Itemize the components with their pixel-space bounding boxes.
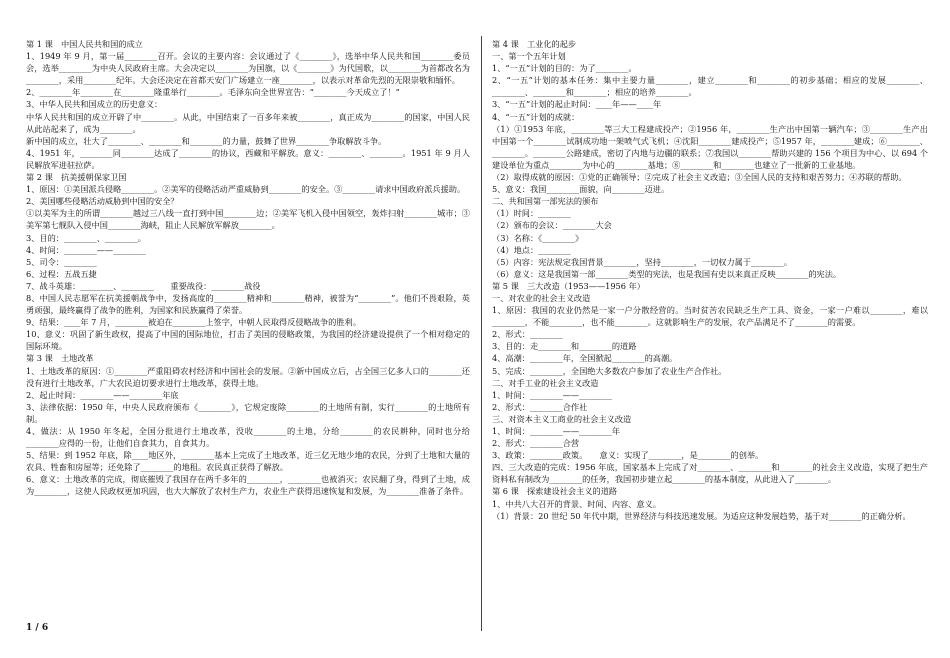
text-paragraph: （2）取得成就的原因：①党的正确领导；②完成了社会主义改造；③全国人民的支持和艰苦努力；④苏联的帮助。 xyxy=(492,172,907,183)
text-paragraph: 5、意义：我国________面貌，向________迈进。 xyxy=(492,184,670,195)
text-paragraph: 4、高潮：________年，全国掀起________的高潮。 xyxy=(492,353,678,364)
lesson-heading: 第 2 课 抗美援朝保家卫国 xyxy=(26,172,127,183)
text-paragraph: 3、政策：________政策。 意义：实现了________，是________的创举。 xyxy=(492,450,764,461)
text-paragraph: 三、对资本主义工商业的社会主义改造 xyxy=(492,413,632,424)
text-paragraph: 1、“一五”计划的目的：为了________。 xyxy=(492,63,637,74)
lesson-heading: 第 4 课 工业化的起步 xyxy=(492,39,577,49)
text-paragraph: 1、原因：①美国派兵侵略________。②美军的侵略活动严重威胁到________的安全。③________请求中国政府派兵援助。 xyxy=(26,184,466,195)
text-paragraph: 5、司令：________ xyxy=(26,256,97,267)
left-column xyxy=(26,38,470,498)
text-paragraph: 2、美国哪些侵略活动威胁到中国的安全？ xyxy=(26,196,179,207)
text-paragraph: （2）颁布的会议：________大会 xyxy=(492,220,612,231)
text-paragraph: 中华人民共和国的成立开辟了中________。从此，中国结束了一百多年来被________，真正成为________的国家，中国人民从此站起来了，成为________。 xyxy=(26,111,470,134)
text-paragraph: 2、形式：________合营 xyxy=(492,438,580,449)
text-paragraph: 4、做法：从 1950 年冬起，全国分批进行土地改革，没收________的土地，分给________的农民耕种，同时也分给________应得的一份，让他们自食其力，自食其力。 xyxy=(26,426,470,449)
text-paragraph: 2、形式：________合作社 xyxy=(492,401,588,412)
text-paragraph: 2、________年________在________隆重举行________。毛泽东向全世界宣告：“________今天成立了！” xyxy=(26,87,400,98)
text-paragraph: 2、形式：________ xyxy=(492,329,563,340)
text-paragraph: （6）意义：这是我国第一部________类型的宪法，也是我国有史以来真正反映________的宪法。 xyxy=(492,268,842,279)
text-paragraph: （5）内容：宪法规定我国背景________，坚持________，一切权力属于________。 xyxy=(492,256,792,267)
text-paragraph: 3、目的：走________和________的道路 xyxy=(492,341,637,352)
text-paragraph: 新中国的成立，壮大了________、________和________的力量，鼓舞了世界________争取解放斗争。 xyxy=(26,135,387,146)
text-paragraph: 4、1951 年，________同________达成了________的协议，西藏和平解放。意义：________、________。1951 年 9 月人民解放军进驻拉萨。 xyxy=(26,147,470,170)
text-paragraph: 二、对手工业的社会主义改造 xyxy=(492,377,599,388)
text-paragraph: 7、战斗英雄：________、________ 重要战役：________战役 xyxy=(26,280,261,291)
text-paragraph: 4、时间：________——________ xyxy=(26,244,146,255)
text-paragraph: 6、意义：土地改革的完成，彻底摧毁了我国存在两千多年的________，________也被消灭；农民翻了身，得到了土地，成为________，这使人民政权更加巩固，也大大解放了农村生产力，农业生产获得迅速恢复和发展，为________准备了条件。 xyxy=(26,474,470,497)
text-paragraph: 1、中共八大召开的背景、时间、内容、意义。 xyxy=(492,498,661,509)
text-paragraph: 3、目的：________、________。 xyxy=(26,232,146,243)
text-paragraph: 四、三大改造的完成：1956 年底，国家基本上完成了对________、________和________的社会主义改造，实现了把生产资料私有制改为________的任务，我国初步建立起________的基本制度，从此进入了________。 xyxy=(492,462,928,485)
text-paragraph: 9、结果：____年 7 月，________被迫在________上签字，中朝人民取得反侵略战争的胜利。 xyxy=(26,317,361,328)
text-paragraph: （1）①1953 年底，________等三大工程建成投产；②1956 年，________生产出中国第一辆汽车；③________生产出中国第一个________试制成功地一架喷气式飞机；④沈阳________建成投产；⑤1957 年，________建成；⑥________、________。________公路建成，密切了内地与边疆的联系；⑦我国以________帮助兴建的 156 个项目为中心、以 694 个建设单位为重点________为中心的________基地；⑧________和________也建立了一批新的工业基地。 xyxy=(492,123,928,170)
text-paragraph: 1、原因：我国的农业仍然是一家一户分散经营的。当时贫苦农民缺乏生产工具、资金，一家一户难以________，难以________，不能________，也不能________。这就影响生产的发展，农产品满足不了________的需要。 xyxy=(492,305,928,328)
lesson-heading: 第 3 课 土地改革 xyxy=(26,353,94,364)
right-column xyxy=(492,38,928,522)
text-paragraph: （3）名称：《________》 xyxy=(492,232,584,243)
text-paragraph: 10、意义：巩固了新生政权，提高了中国的国际地位，打击了美国的侵略政策，为我国的经济建设提供了一个相对稳定的国际环境。 xyxy=(26,329,470,352)
text-paragraph: 2、起止时间：________——________年底 xyxy=(26,389,179,400)
text-paragraph: 3、中华人民共和国成立的历史意义： xyxy=(26,99,163,110)
text-paragraph: 3、“一五”计划的起止时间：____年——____年 xyxy=(492,99,662,110)
text-paragraph: （1）背景：20 世纪 50 年代中期，世界经济与科技迅速发展。为适应这种发展趋势，基于对________的正确分析。 xyxy=(492,510,911,521)
page-number: 1 / 6 xyxy=(26,623,49,633)
text-paragraph: 5、完成：________，全国绝大多数农户参加了农业生产合作社。 xyxy=(492,365,727,376)
lesson-heading: 第 1 课 中国人民共和国的成立 xyxy=(26,39,143,49)
text-paragraph: 1、土地改革的原因：①________严重阻碍农村经济和中国社会的发展。②新中国成立后，占全国三亿多人口的________还没有进行土地改革，广大农民迫切要求进行土地改革，获得土地。 xyxy=(26,365,470,388)
text-paragraph: 一、对农业的社会主义改造 xyxy=(492,292,591,303)
text-paragraph: （4）地点：________ xyxy=(492,244,571,255)
text-paragraph: 1、时间：________——________年 xyxy=(492,426,621,436)
lesson-heading: 第 5 课 三大改造（1953——1956 年） xyxy=(492,280,645,291)
text-paragraph: 二、共和国第一部宪法的颁布 xyxy=(492,196,599,207)
text-paragraph: ①以美军为主的所谓________越过三八线一直打到中国________边；②美军飞机入侵中国领空，轰炸扫射________城市；③美军第七舰队入侵中国________海峡，阻止人民解放军解放________。 xyxy=(26,208,470,231)
text-paragraph: 3、法律依据：1950 年，中央人民政府颁布《________》，它规定废除________的土地所有制，实行________的土地所有制。 xyxy=(26,401,470,424)
text-paragraph: 6、过程：五战五捷 xyxy=(26,268,97,279)
lesson-heading: 第 6 课 探索建设社会主义的道路 xyxy=(492,486,618,497)
text-paragraph: 5、结果：到 1952 年底，除____地区外，________基本上完成了土地改革，近三亿无地少地的农民，分到了土地和大量的农具、牲畜和房屋等；还免除了________的地租。农民真正获得了解放。 xyxy=(26,450,470,473)
text-paragraph: 一、第一个五年计划 xyxy=(492,51,566,62)
column-divider xyxy=(481,36,482,631)
text-paragraph: （1）时间：________ xyxy=(492,208,571,219)
text-paragraph: 1、1949 年 9 月，第一届________召开。会议的主要内容：会议通过了《________》，选举中华人民共和国________委员会，选举________为中央人民政府主席。大会决定以________为国旗，以《________》为代国歌，以________为首都改名为________，采用________纪年。大会还决定在首都天安门广场建立一座________，以表示对革命先烈的无限崇敬和缅怀。 xyxy=(26,51,470,86)
text-paragraph: 8、中国人民志愿军在抗美援朝战争中，发扬高度的________精神和________精神，被誉为“________”。他们不畏艰险，英勇顽强，最终赢得了战争的胜利，为国家和民族赢得了荣誉。 xyxy=(26,292,470,316)
text-paragraph: 2、“一五”计划的基本任务：集中主要力量________，建立________和________的初步基础；相应的发展________、________、________和________；相应的培养________。 xyxy=(492,75,928,98)
text-paragraph: 4、“一五”计划的成就： xyxy=(492,111,580,122)
text-paragraph: 1、时间：________——________ xyxy=(492,389,612,400)
